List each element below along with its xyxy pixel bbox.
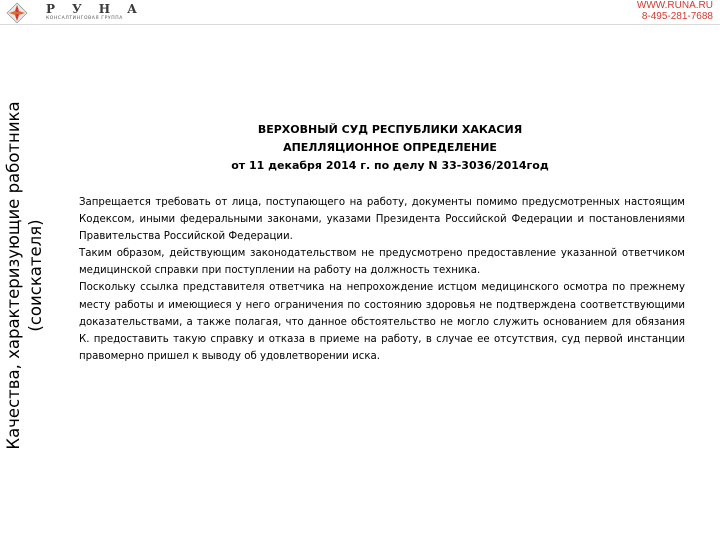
court-name: ВЕРХОВНЫЙ СУД РЕСПУБЛИКИ ХАКАСИЯ: [257, 123, 523, 136]
runa-logo-icon: [6, 2, 28, 24]
paragraph: Поскольку ссылка представителя ответчика на непрохождение истцом медицинского осмотра по прежнему месту работы и имеющиеся у него ограничения по состоянию здоровья не подтверждена соответствующими доказательствами, а также полагая, что данное обстоятельство не могло служить основанием для обязания К. предоставить такую справку и отказа в приеме на работу, в случае ее отсутствия, суд первой инстанции правомерно пришел к выводу об удовлетворении иска.: [79, 282, 685, 362]
slide-title-vertical: Качества, характеризующие работника (соискателя): [4, 101, 45, 450]
contact-block: [637, 0, 713, 22]
website-link[interactable]: WWW.RUNA.RU: [636, 0, 713, 11]
paragraph: Запрещается требовать от лица, поступающего на работу, документы помимо предусмотренных настоящим Кодексом, иными федеральными законами, указами Президента Российской Федерации и постановлениями Правительства Российской Федерации.: [79, 197, 685, 243]
logo-subtitle: КОНСАЛТИНГОВАЯ ГРУППА: [46, 16, 123, 21]
company-logo[interactable]: [6, 2, 154, 24]
document-date: от 11 декабря 2014 г. по делу N 33-3036/2014год: [231, 159, 549, 172]
document-heading: [190, 121, 590, 175]
header-divider: [0, 24, 720, 25]
logo-name: РУНА: [46, 2, 154, 16]
document-type: АПЕЛЛЯЦИОННОЕ ОПРЕДЕЛЕНИЕ: [283, 141, 497, 154]
phone-number: 8-495-281-7688: [641, 11, 713, 22]
paragraph: Таким образом, действующим законодательством не предусмотрено предоставление указанной ответчиком медицинской справки при поступлении на работу на должность техника.: [79, 248, 685, 277]
body-text: [79, 194, 685, 365]
